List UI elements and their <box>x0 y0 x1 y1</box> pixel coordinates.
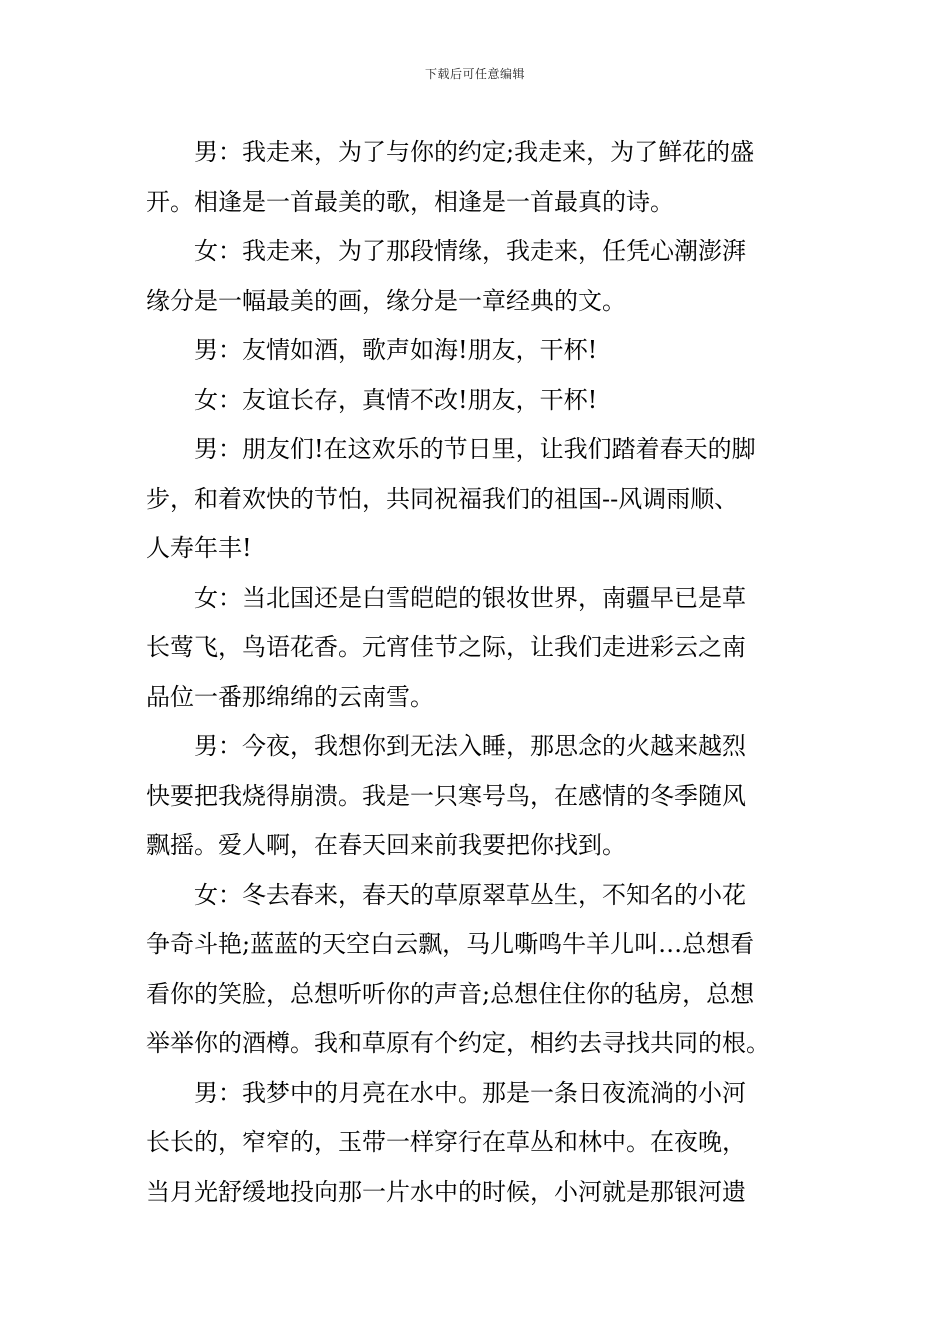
text-line: 女：冬去春来，春天的草原翠草丛生，不知名的小花 <box>194 880 746 909</box>
paragraph-male-1 <box>146 128 810 227</box>
text-line: 女：我走来，为了那段情缘，我走来，任凭心潮澎湃 <box>194 237 746 265</box>
text-line: 女：友谊长存，真情不改!朋友，干杯! <box>194 385 598 414</box>
document-body <box>146 128 810 1217</box>
text-line: 飘摇。爱人啊，在春天回来前我要把你找到。 <box>146 831 626 859</box>
text-line: 争奇斗艳;蓝蓝的天空白云飘，马儿嘶鸣牛羊儿叫…总想看 <box>146 930 755 958</box>
text-line: 缘分是一幅最美的画，缘分是一章经典的文。 <box>146 286 626 315</box>
header-note: 下载后可任意编辑 <box>424 67 525 81</box>
text-line: 男：我梦中的月亮在水中。那是一条日夜流淌的小河 <box>194 1078 746 1107</box>
text-line: 男：我走来，为了与你的约定;我走来，为了鲜花的盛 <box>194 138 755 166</box>
paragraph-male-3 <box>146 425 810 574</box>
text-line: 快要把我烧得崩溃。我是一只寒号鸟，在感情的冬季随风 <box>146 781 746 810</box>
text-line: 男：今夜，我想你到无法入睡，那思念的火越来越烈 <box>194 732 746 760</box>
text-line: 步，和着欢快的节怕，共同祝福我们的祖国--风调雨顺、 <box>146 484 739 513</box>
text-line: 长长的，窄窄的，玉带一样穿行在草丛和林中。在夜晚， <box>146 1128 746 1156</box>
text-line: 男：朋友们!在这欢乐的节日里，让我们踏着春天的脚 <box>194 435 756 463</box>
paragraph-male-2 <box>146 326 810 376</box>
text-line: 人寿年丰! <box>146 534 252 562</box>
text-line: 举举你的酒樽。我和草原有个约定，相约去寻找共同的根。 <box>146 1029 770 1057</box>
paragraph-male-5 <box>146 1069 810 1218</box>
text-line: 看你的笑脸，总想听听你的声音;总想住住你的毡房，总想 <box>146 979 755 1008</box>
text-line: 男：友情如酒，歌声如海!朋友，干杯! <box>194 336 598 364</box>
paragraph-female-3 <box>146 574 810 723</box>
text-line: 当月光舒缓地投向那一片水中的时候，小河就是那银河遗 <box>146 1177 746 1206</box>
paragraph-female-4 <box>146 871 810 1069</box>
paragraph-female-2 <box>146 376 810 426</box>
text-line: 品位一番那绵绵的云南雪。 <box>146 682 434 711</box>
text-line: 女：当北国还是白雪皑皑的银妆世界，南疆早已是草 <box>194 583 746 612</box>
text-line: 长莺飞，鸟语花香。元宵佳节之际，让我们走进彩云之南 <box>146 633 746 661</box>
paragraph-female-1 <box>146 227 810 326</box>
paragraph-male-4 <box>146 722 810 871</box>
text-line: 开。相逢是一首最美的歌，相逢是一首最真的诗。 <box>146 187 674 216</box>
